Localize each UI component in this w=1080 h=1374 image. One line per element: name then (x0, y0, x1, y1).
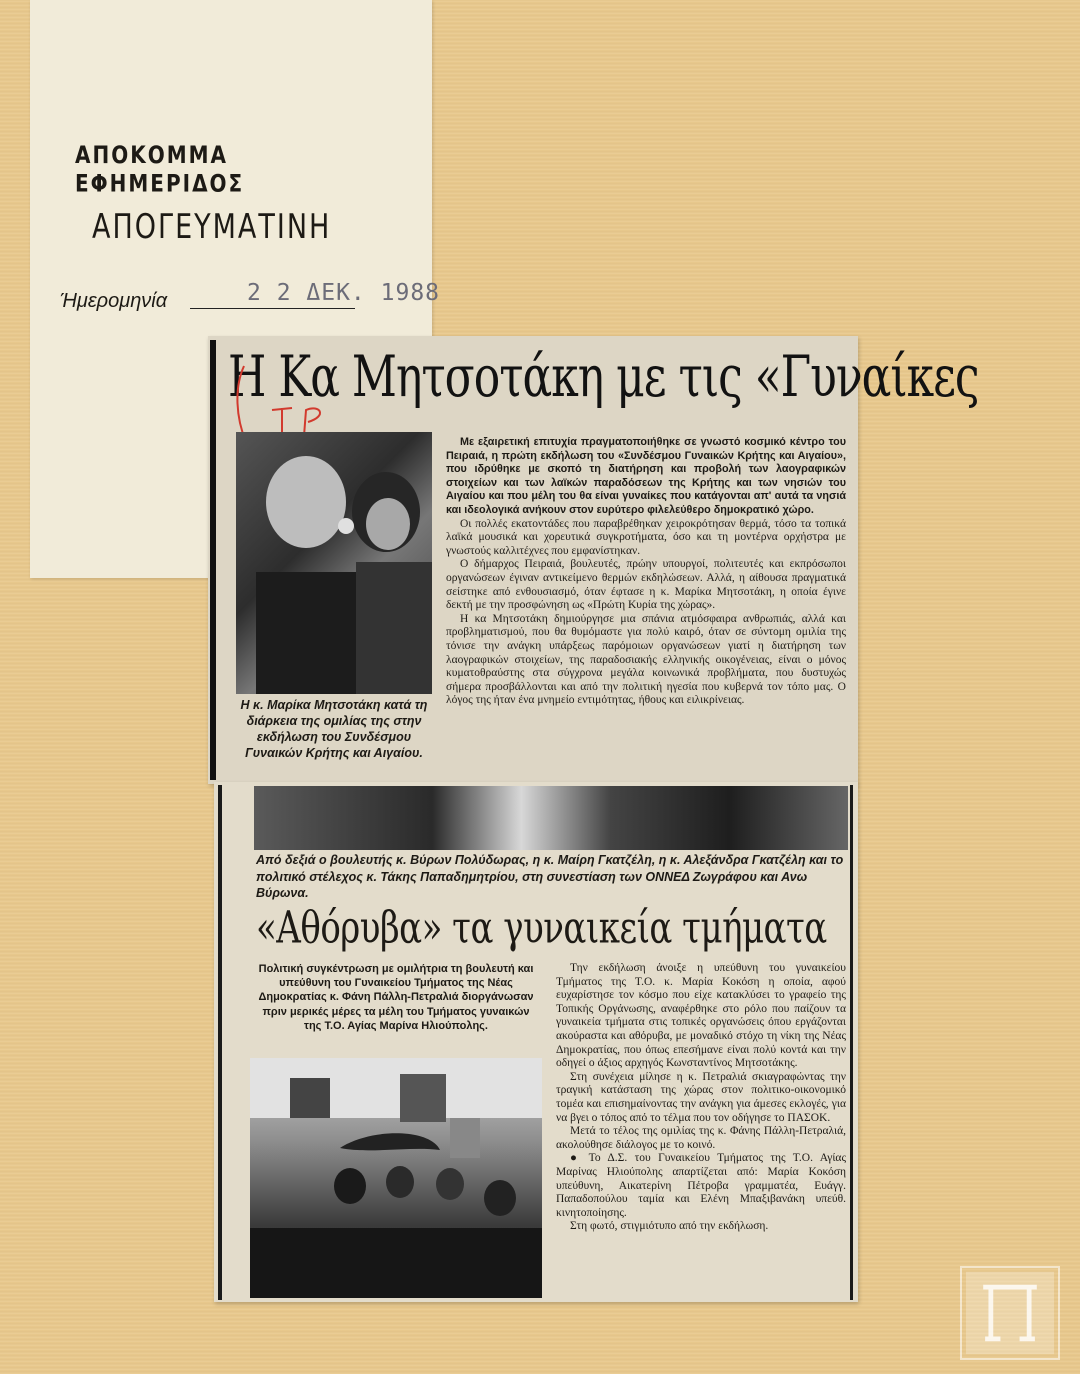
article2-paragraph: Στη φωτό, στιγμιότυπο από την εκδήλωση. (570, 1220, 769, 1233)
archive-logo-icon (960, 1266, 1060, 1360)
article1-left-rule (210, 340, 216, 780)
article2-paragraph: Μετά το τέλος της ομιλίας της κ. Φάνης Πάλλη-Πετραλιά, ακολούθησε διάλογος με το κοινό. (556, 1125, 846, 1151)
newspaper-name: ΑΠΟΓΕΥΜΑΤΙΝΗ (92, 208, 332, 247)
date-label: Ήμερομηνία (60, 290, 168, 312)
article2-headline: «Αθόρυβα» τα γυναικεία τμήματα (256, 902, 827, 954)
date-underline (190, 308, 355, 309)
article2-body (556, 962, 846, 1234)
article2-paragraph: ● Το Δ.Σ. του Γυναικείου Τμήματος της Τ.Ο. Αγίας Μαρίνας Ηλιούπολης απαρτίζεται από: Μαρία Κοκόση υπεύθυνη, Αικατερίνη Πέτροβα γραμματέα, Ευάγγ. Παπαδοπούλου ταμία και Ελένη Μπαξιβανάκη υπεύθ. κινητοποίησης. (556, 1152, 846, 1219)
clipping-source-label: ΑΠΟΚΟΜΜΑ ΕΦΗΜΕΡΙΔΟΣ (75, 140, 245, 198)
article2-paragraph: Την εκδήλωση άνοιξε η υπεύθυνη του γυναικείου Τμήματος της Τ.Ο. κ. Μαρία Κοκόση η οποία, αφού ευχαρίστησε τον κόσμο που είχε κατακλύσει το γραφείο της Τοπικής Οργάνωσης, αναφέρθηκε στο ρόλο που παίζουν τα γυναικεία τμήματα στις τοπικές οργανώσεις όπου εργάζονται ακούραστα και αθόρυβα, με μοναδικό στόχο τη νίκη της Νέας Δημοκρατίας, που όπως επεσήμανε είναι πολύ κοντά και την οδηγεί ο άξιος αρχηγός Κωνσταντίνος Μητσοτάκης. (556, 962, 846, 1070)
group-photo-strip (254, 786, 848, 850)
group-photo-caption: Από δεξιά ο βουλευτής κ. Βύρων Πολύδωρας, η κ. Μαίρη Γκατζέλη, η κ. Αλεξάνδρα Γκατζέλη και το πολιτικό στέλεχος κ. Τάκης Παπαδημητρίου, στη συνεστίαση των ΟΝΝΕΔ Ζωγράφου και Ανω Βύρωνα. (256, 853, 844, 900)
article1-photo-caption: Η κ. Μαρίκα Μητσοτάκη κατά τη διάρκεια της ομιλίας της στην εκδήλωση του Συνδέσμου Γυναικών Κρήτης και Αιγαίου. (240, 698, 428, 760)
article2-left-rule (218, 785, 222, 1300)
article1-headline: Η Κα Μητσοτάκη με τις «Γυναίκες (228, 344, 979, 411)
article1-photo (236, 432, 432, 694)
article1-paragraph: Με εξαιρετική επιτυχία πραγματοποιήθηκε σε γνωστό κοσμικό κέντρο του Πειραιά, η πρώτη εκδήλωση του «Συνδέσμου Γυναικών Κρήτης και Αιγαίου», που ιδρύθηκε με σκοπό τη διατήρηση και προβολή των λαογραφικών στοιχείων και των λαϊκών παραδόσεων της Κρήτης και των νησιών του Αιγαίου και που μέλη του θα είναι γυναίκες που κατάγονται απ' αυτά τα νησιά και ιδεολογικά ανήκουν στον ευρύτερο φιλελεύθερο δημοκρατικό χώρο. (446, 436, 846, 516)
article2-lead: Πολιτική συγκέντρωση με ομιλήτρια τη βουλευτή και υπεύθυνη του Γυναικείου Τμήματος της Νέας Δημοκρατίας κ. Φάνη Πάλλη-Πετραλιά διοργάνωσαν πριν μερικές μέρες τα μέλη του Τμήματος γυναικών της Τ.Ο. Αγίας Μαρίνα Ηλιούπολης. (258, 963, 534, 1032)
article1-paragraph: Ο δήμαρχος Πειραιά, βουλευτές, πρώην υπουργοί, πολιτευτές και εκπρόσωποι οργανώσεων έγιναν αντικείμενο θερμών εκδηλώσεων. Αλλά, η αίθουσα πραγματικά σείστηκε από ενθουσιασμό, όταν έφτασε η κ. Μαρίκα Μητσοτάκη, η οποία έγινε δεκτή με την προσφώνηση ως «Πρώτη Κυρία της χώρας». (446, 558, 846, 612)
article1-paragraph: Οι πολλές εκατοντάδες που παραβρέθηκαν χειροκρότησαν θερμά, τόσο τα τοπικά λαϊκά μουσικά και χορευτικά συγκροτήματα, όσο και τη μοντέρνα ορχήστρα με γνωστούς καλλιτέχνες που εμφανίστηκαν. (446, 517, 846, 557)
article2-right-rule (850, 785, 853, 1300)
date-stamp: 2 2 ΔΕΚ. 1988 (247, 280, 441, 306)
article2-paragraph: Στη συνέχεια μίλησε η κ. Πετραλιά σκιαγραφώντας την τραγική κατάσταση της χώρας στον πολιτικο-οικονομικό τομέα και επισημαίνοντας την ανάγκη για άμεσες εκλογές, για να βγει ο τόπος από το τέλμα που τον οδήγησε το ΠΑΣΟΚ. (556, 1070, 846, 1124)
article1-paragraph: Η κα Μητσοτάκη δημιούργησε μια σπάνια ατμόσφαιρα ανθρωπιάς, αλλά και προβληματισμού, που θα θυμόμαστε για πολύ καιρό, όταν σε σύντομη ομιλία της τόνισε την ανάγκη υπάρξεως παρόμοιων οργανώσεων γιατί η διατήρηση των λαογραφικών στοιχείων, της παραδοσιακής ελληνικής οικογένειας, είναι ο μόνος κυματοθραύστης στα σύγχρονα μεγάλα κοινωνικά προβλήματα, που δυστυχώς σήμερα προσβάλλονται και από την πολιτική ηγεσία που κυβερνά τον τόπο μας. Ο λόγος της ήταν ένα μνημείο εντιμότητας, ήθους και ειλικρίνειας. (446, 612, 846, 707)
article2-photo (250, 1058, 542, 1298)
article1-body (446, 436, 846, 708)
